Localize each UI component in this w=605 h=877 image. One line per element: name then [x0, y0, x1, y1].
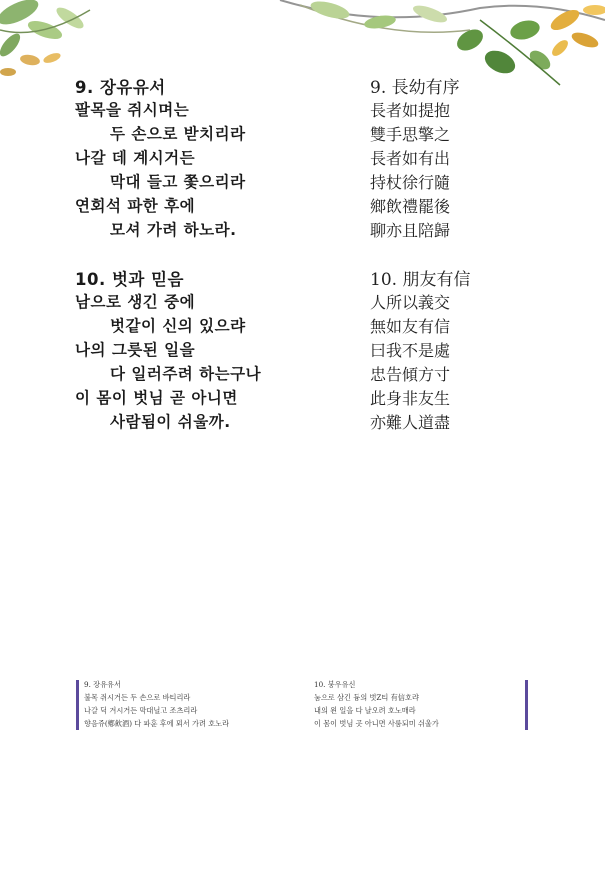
poem-10-line: 남으로 생긴 중에: [75, 293, 196, 311]
poem-10-line: 나의 그릇된 일을: [75, 341, 196, 359]
poem-10-hanja-title: 10. 朋友有信: [370, 270, 471, 290]
poem-9-line: 팔목을 쥐시며는: [75, 101, 190, 119]
poem-9-hanja-title: 9. 長幼有序: [370, 78, 460, 98]
poem-9-hanja-line: 持杖徐行隨: [370, 173, 451, 192]
poem-10-hanja-line: 亦難人道盡: [370, 413, 451, 432]
poem-10-hanja-line: 此身非友生: [370, 389, 451, 408]
poem-10-hanja-line: 人所以義交: [370, 293, 451, 312]
poem-9-line: 연회석 파한 후에: [75, 197, 196, 215]
poem-9-line: 나갈 데 계시거든: [75, 149, 196, 167]
note-right: [314, 678, 519, 730]
poem-9-title: 9. 장유유서: [75, 78, 166, 97]
note-left-line: 나갈 딕 겨시거든 막대닐고 조츠리라: [84, 706, 198, 715]
poem-10-line: 이 몸이 벗님 곧 아니면: [75, 389, 238, 407]
poem-9-line: 모셔 가려 하노라.: [110, 221, 237, 239]
note-left-accent-bar: [76, 680, 79, 730]
note-right-line: 내의 왼 일을 다 날오려 호노매라: [314, 706, 416, 715]
note-left-line: 향음쥬(鄕飮酒) 다 파훈 후에 뫼서 가려 호노라: [84, 719, 230, 728]
poem-9-hanja-line: 雙手思擎之: [370, 125, 451, 144]
poem-10-line: 다 일러주려 하는구나: [110, 365, 262, 383]
poem-9-line: 두 손으로 받치리라: [110, 125, 246, 143]
poem-9-hanja-line: 鄉飲禮罷後: [370, 197, 451, 216]
poem-10-hanja-line: 無如友有信: [370, 317, 451, 336]
note-right-title: 10. 붕우유신: [314, 680, 356, 689]
poem-9-hanja-line: 長者如提抱: [370, 101, 451, 120]
poem-10-line: 벗같이 신의 있으랴: [110, 317, 246, 335]
note-left: [84, 678, 304, 730]
poem-9-line: 막대 들고 쫓으리라: [110, 173, 246, 191]
poem-9-hanja-line: 聊亦且陪歸: [370, 221, 451, 240]
note-right-line: 눔으로 삼긴 듕의 벗Ζ티 有信호랴: [314, 693, 419, 702]
poem-10-line: 사람됨이 쉬울까.: [110, 413, 231, 431]
note-right-line: 이 몸이 벗님 곳 아니면 사룸되미 쉬울가: [314, 719, 439, 728]
poem-10-hanja-line: 忠告傾方寸: [370, 365, 451, 384]
note-right-accent-bar: [525, 680, 528, 730]
note-left-title: 9. 장유유서: [84, 680, 121, 689]
note-left-line: 불목 쥐시거든 두 손으로 바티리라: [84, 693, 191, 702]
poem-10-hanja-line: 曰我不是處: [370, 341, 451, 360]
poem-9-hanja-line: 長者如有出: [370, 149, 451, 168]
poem-10-title: 10. 벗과 믿음: [75, 270, 184, 289]
